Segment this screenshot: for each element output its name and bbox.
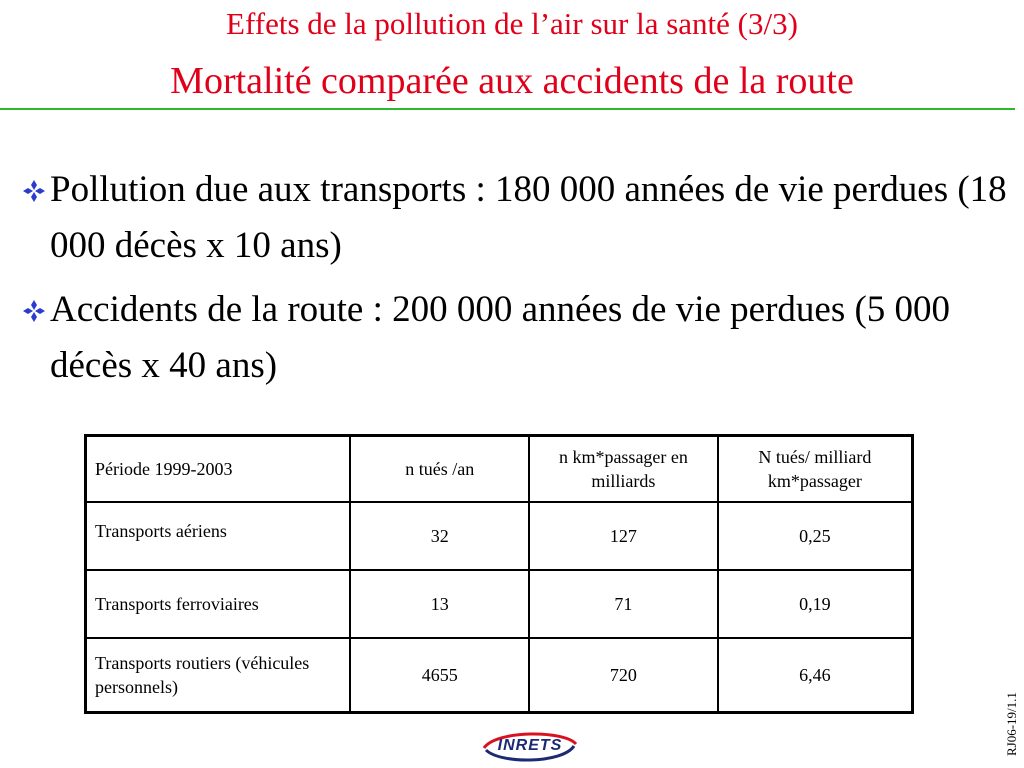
- title-divider: [0, 108, 1015, 110]
- table-row: [86, 638, 913, 712]
- table-cell-label: Transports aériens: [86, 502, 351, 570]
- logo-text: INRETS: [497, 737, 563, 754]
- bullet-text: Accidents de la route : 200 000 années de vie perdues (5 000 décès x 40 ans): [50, 289, 951, 386]
- slide-title: Mortalité comparée aux accidents de la route: [170, 60, 854, 102]
- table-cell: 0,19: [718, 570, 913, 638]
- table-cell: 6,46: [718, 638, 913, 712]
- table-cell: 32: [350, 502, 529, 570]
- diamond-bullet-icon: [22, 179, 46, 203]
- table-cell-label: Transports routiers (véhicules personnels): [86, 638, 351, 712]
- inrets-logo: [478, 728, 582, 764]
- bullet-item-pollution: [22, 162, 1012, 274]
- table-cell-label: Transports ferroviaires: [86, 570, 351, 638]
- table-header-cell: n tués /an: [350, 436, 529, 502]
- table-cell: 720: [529, 638, 718, 712]
- mortality-table: [84, 434, 914, 714]
- slide-supertitle: Effets de la pollution de l’air sur la santé (3/3): [226, 6, 798, 41]
- table-cell: 13: [350, 570, 529, 638]
- table-row: [86, 502, 913, 570]
- table-header-row: [86, 436, 913, 502]
- slide-reference: RJ06-19/1.1: [1004, 692, 1019, 756]
- diamond-bullet-icon: [22, 299, 46, 323]
- table-header-cell: n km*passager en milliards: [529, 436, 718, 502]
- table-cell: 0,25: [718, 502, 913, 570]
- table-cell: 4655: [350, 638, 529, 712]
- table-header-cell: Période 1999-2003: [86, 436, 351, 502]
- table-cell: 127: [529, 502, 718, 570]
- table-cell: 71: [529, 570, 718, 638]
- bullet-text: Pollution due aux transports : 180 000 années de vie perdues (18 000 décès x 10 ans): [50, 169, 1007, 266]
- table-header-cell: N tués/ milliard km*passager: [718, 436, 913, 502]
- table-row: [86, 570, 913, 638]
- bullet-item-accidents: [22, 282, 1012, 394]
